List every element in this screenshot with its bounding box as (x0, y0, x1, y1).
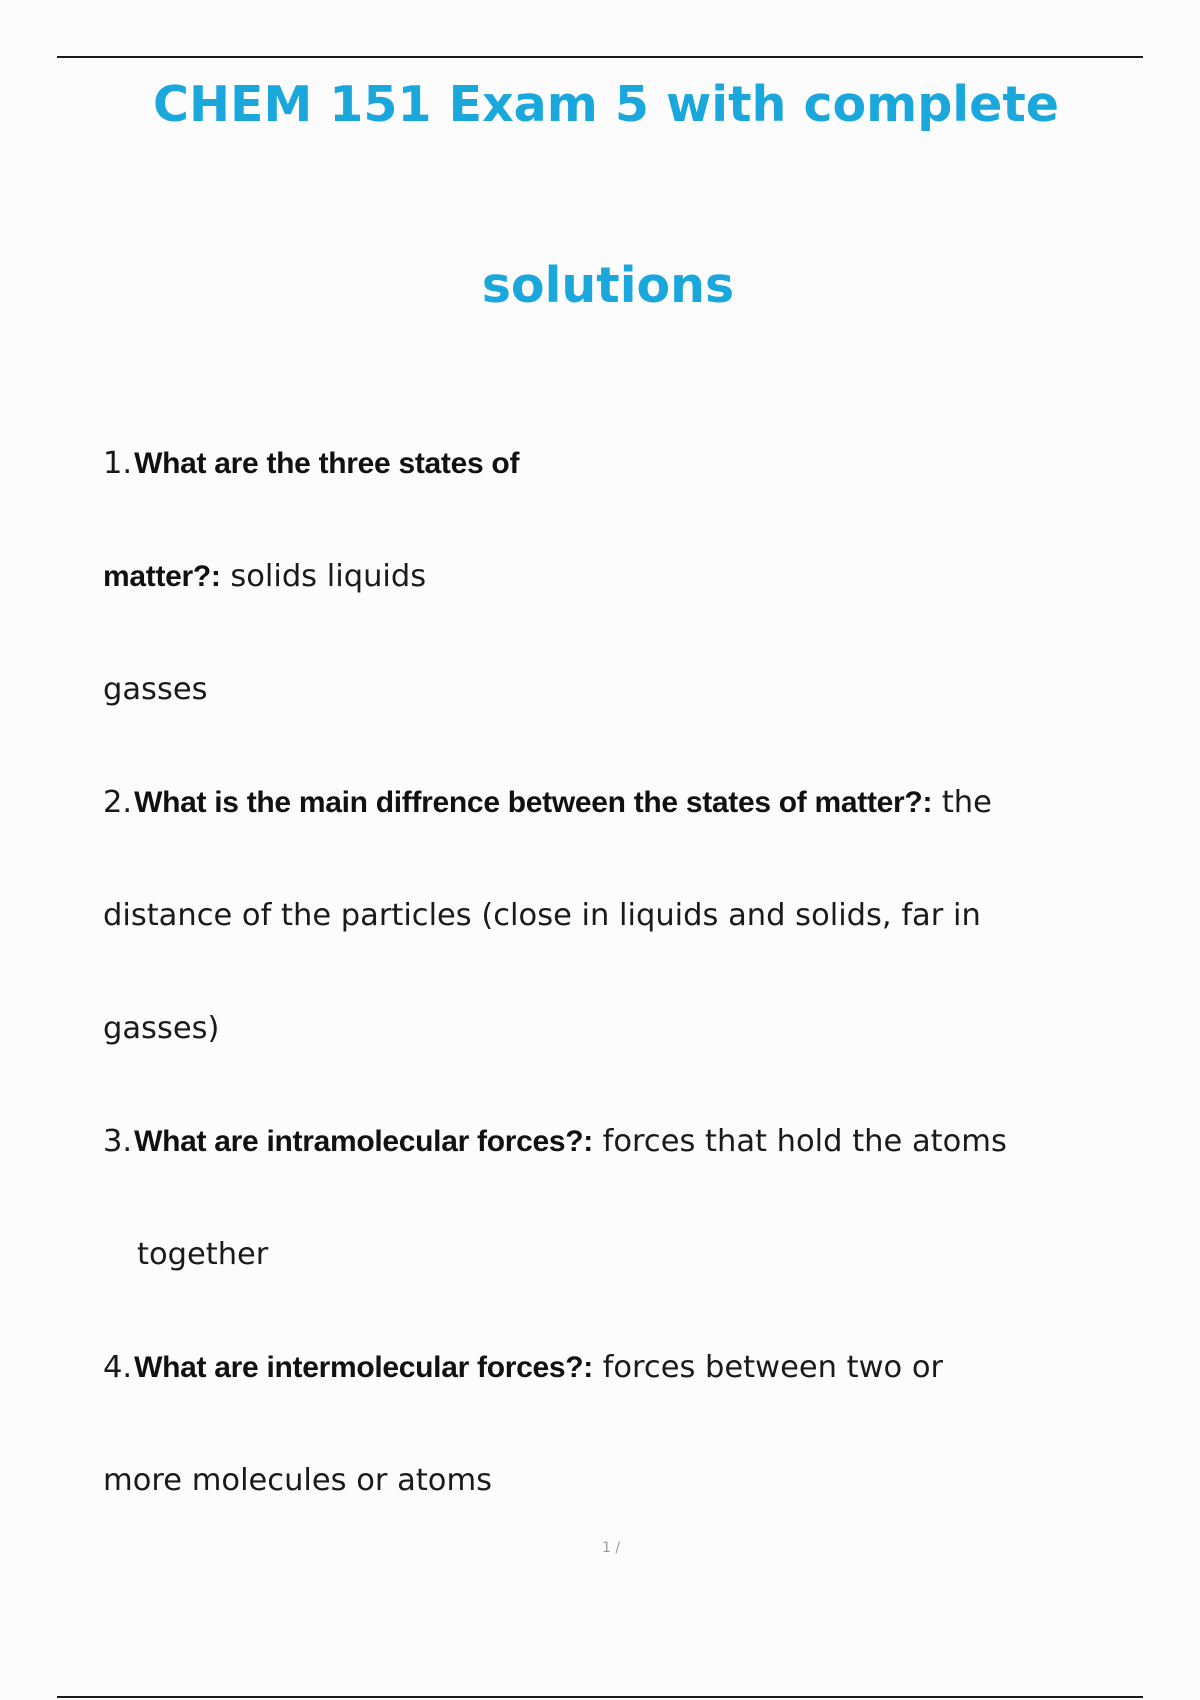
document-title-line2: solutions (481, 257, 735, 314)
question-1-line-1 (103, 446, 520, 481)
question-3-line (103, 1124, 1007, 1159)
question-4-line (103, 1350, 944, 1385)
answer-4-line: more molecules or atoms (103, 1463, 493, 1498)
answer-3-line: together (137, 1237, 269, 1272)
question-3-text: What are intramolecular forces?: (134, 1125, 593, 1158)
top-rule (57, 56, 1143, 58)
answer-4-inline: forces between two or (592, 1350, 944, 1385)
question-4-text: What are intermolecular forces?: (134, 1351, 593, 1384)
answer-2-inline: the (932, 785, 992, 820)
question-2-number: 2. (103, 785, 133, 820)
question-1-text-part1: What are the three states of (134, 447, 520, 480)
answer-2-line-1: distance of the particles (close in liquids and solids, far in (103, 898, 981, 933)
question-3-number: 3. (103, 1124, 133, 1159)
question-1-number: 1. (103, 446, 133, 481)
bottom-rule (57, 1696, 1143, 1698)
answer-3-inline: forces that hold the atoms (592, 1124, 1007, 1159)
question-1-line-2 (103, 559, 427, 594)
document-title-line1: CHEM 151 Exam 5 with complete (153, 76, 1059, 133)
question-2-text: What is the main diffrence between the states of matter?: (134, 786, 933, 819)
page-number: 1 / (602, 1540, 621, 1556)
answer-1-line: gasses (103, 672, 208, 707)
answer-1-inline: solids liquids (220, 559, 427, 594)
answer-2-line-2: gasses) (103, 1011, 220, 1046)
question-1-text-part2: matter?: (103, 560, 221, 593)
question-4-number: 4. (103, 1350, 133, 1385)
question-2-line (103, 785, 992, 820)
